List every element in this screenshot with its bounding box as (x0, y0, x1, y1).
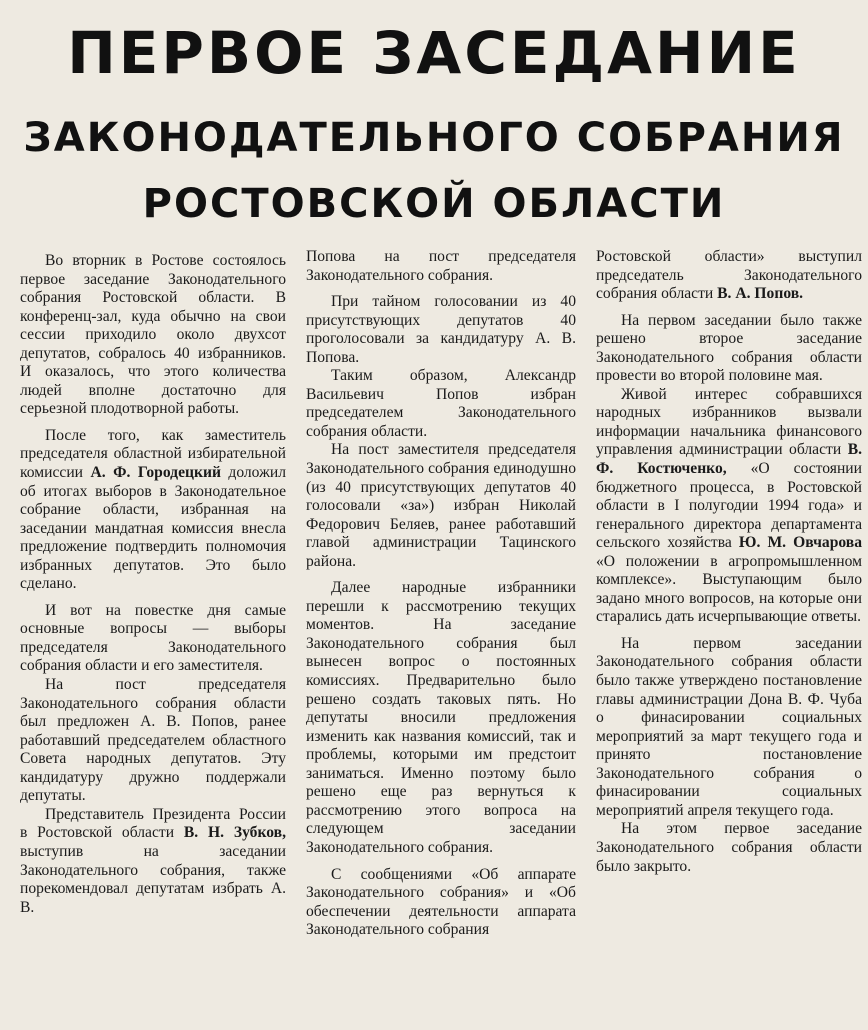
person-name: В. Н. Зубков, (183, 824, 286, 842)
paragraph: После того, как заместитель председателя областной избирательной комиссии А. Ф. Городецкий доложил об итогах выборов в Законодательное собрание области, избранная на заседании мандатная комиссия внесла предложение подтвердить полномочия избранных депутатов. Это было сделано. (20, 426, 286, 593)
person-name: Ю. М. Овчарова (738, 534, 862, 552)
person-name: В. А. Попов. (717, 285, 804, 303)
paragraph: Попова на пост председателя Законодательного собрания. (306, 248, 576, 284)
paragraph: Во вторник в Ростове состоялось первое заседание Законодательного собрания Ростовской области. В конференц-зал, куда обычно на свои сессии приходило около двухсот депутатов, собралось 40 избранников. И оказалось, что этого количества людей вполне достаточно для серьезной плодотворной работы. (20, 252, 286, 418)
person-name: В. Ф. Костюченко, (596, 441, 862, 478)
paragraph: Далее народные избранники перешли к рассмотрению текущих моментов. На заседание Законодательного собрания был вынесен вопрос о постоянных комиссиях. Предварительно было решено создать таковых пять. Но депутаты вносили предложения изменить как названия комиссий, так и проблемы, которыми им предстоит заниматься. Именно поэтому было решено еще раз вернуться к рассмотрению этого вопроса на следующем заседании Законодательного собрания. (306, 579, 576, 856)
headline-line-3: РОСТОВСКОЙ ОБЛАСТИ (142, 181, 726, 227)
headline-line-2: ЗАКОНОДАТЕЛЬНОГО СОБРАНИЯ (23, 115, 845, 161)
article-column-2 (306, 248, 576, 940)
paragraph: На этом первое заседание Законодательного собрания области было закрыто. (596, 820, 862, 875)
person-name: А. Ф. Городецкий (90, 464, 221, 482)
article-column-3 (596, 248, 862, 876)
article-column-1 (20, 252, 286, 917)
paragraph: На первом заседании было также решено второе заседание Законодательного собрания области провести во второй половине мая. (596, 311, 862, 385)
paragraph: При тайном голосовании из 40 присутствующих депутатов 40 проголосовали за кандидатуру А. В. Попова. (306, 293, 576, 366)
paragraph: На пост председателя Законодательного собрания области был предложен А. В. Попов, ранее работавший председателем областного Совета народных депутатов. Эту кандидатуру дружно поддержали депутаты. (20, 676, 286, 805)
paragraph: Таким образом, Александр Васильевич Попов избран председателем Законодательного собрания области. (306, 367, 576, 440)
paragraph: Живой интерес собравшихся народных избранников вызвали информации начальника финансового управления администрации области В. Ф. Костюченко, «О состоянии бюджетного процесса, в Ростовской области в I полугодии 1994 года» и генерального директора департамента сельского хозяйства Ю. М. Овчарова «О положении в агропромышленном комплексе». Выступающим было задано много вопросов, на которые они старались дать исчерпывающие ответы. (596, 385, 862, 626)
paragraph: С сообщениями «Об аппарате Законодательного собрания» и «Об обеспечении деятельности аппарата Законодательного собрания (306, 865, 576, 939)
paragraph: На пост заместителя председателя Законодательного собрания единодушно (из 40 присутствующих депутатов 40 голосовали «за») избран Николай Федорович Беляев, ранее работавший главой администрации Тацинского района. (306, 441, 576, 570)
paragraph: На первом заседании Законодательного собрания области было также утверждено постановление главы администрации Дона В. Ф. Чуба о финасировании социальных мероприятий за март текущего года и принято постановление Законодательного собрания о финасировании социальных мероприятий апреля текущего года. (596, 634, 862, 819)
paragraph: Представитель Президента России в Ростовской области В. Н. Зубков, выступив на заседании Законодательного собрания, также порекомендовал депутатам избрать А. В. (20, 805, 286, 916)
paragraph: И вот на повестке дня самые основные вопросы — выборы председателя Законодательного собрания области и его заместителя. (20, 601, 286, 675)
headline-line-1: ПЕРВОЕ ЗАСЕДАНИЕ (67, 19, 801, 87)
paragraph: Ростовской области» выступил председатель Законодательного собрания области В. А. Попов. (596, 248, 862, 303)
